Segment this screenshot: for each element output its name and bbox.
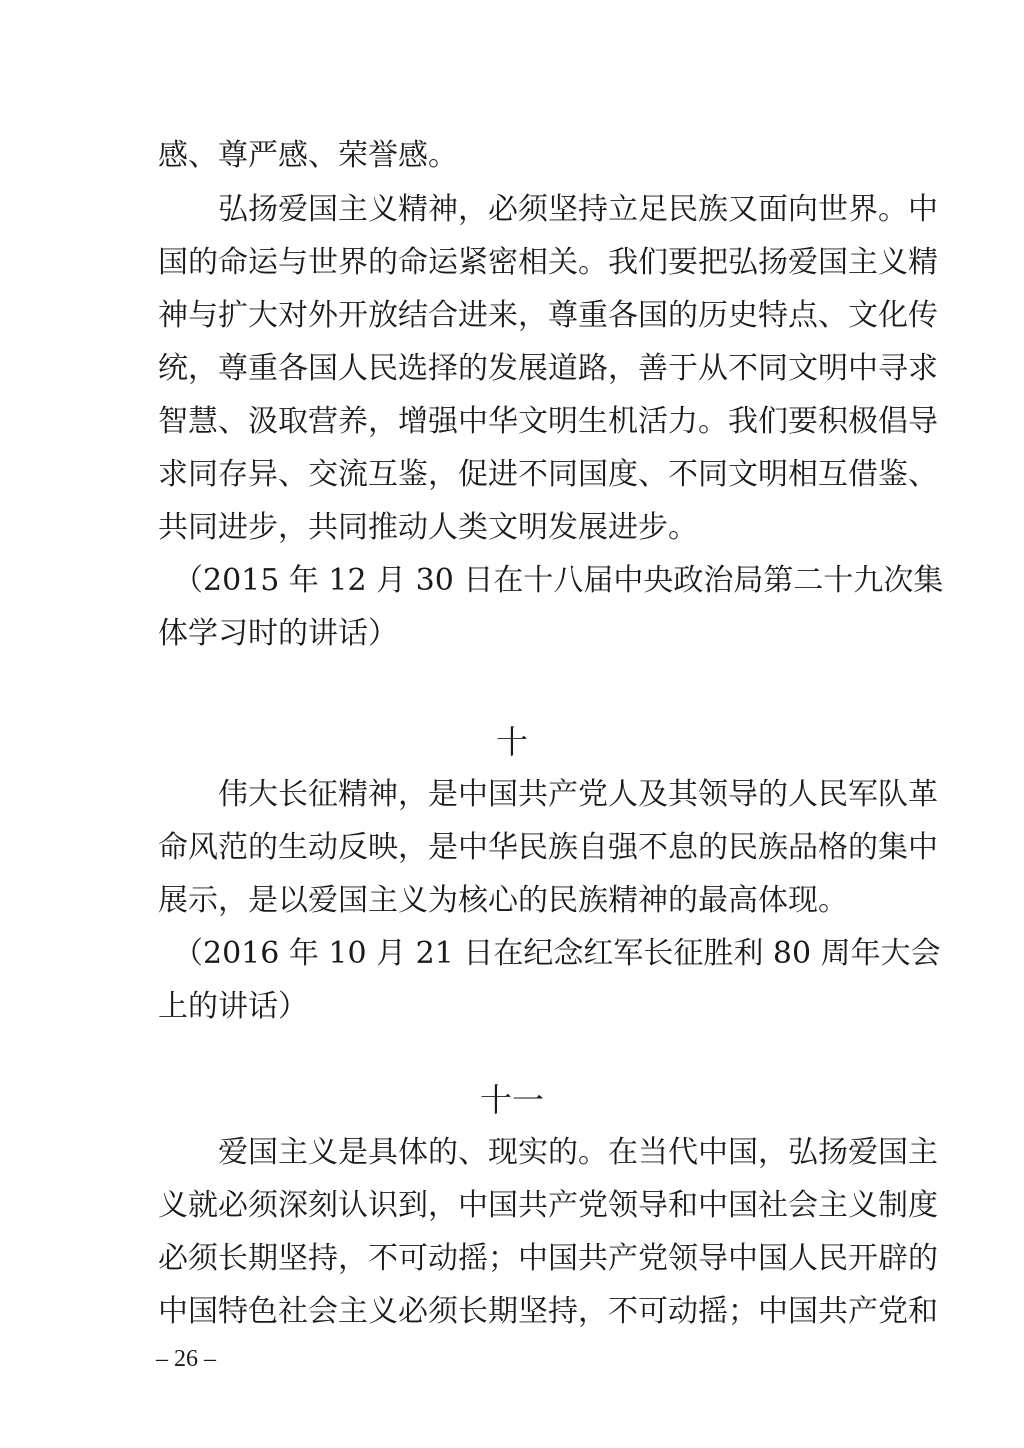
paragraph-line: 求同存异、交流互鉴，促进不同国度、不同文明相互借鉴、	[158, 457, 938, 492]
paragraph-line: 感、尊严感、荣誉感。	[158, 138, 458, 173]
paragraph-line: 必须长期坚持，不可动摇；中国共产党领导中国人民开辟的	[158, 1241, 938, 1276]
paragraph-line: 智慧、汲取营养，增强中华文明生机活力。我们要积极倡导	[158, 404, 938, 439]
page-number: – 26 –	[156, 1346, 216, 1372]
source-citation: 体学习时的讲话）	[158, 616, 398, 651]
source-citation: （2016 年 10 月 21 日在纪念红军长征胜利 80 周年大会	[158, 936, 941, 971]
paragraph-line: 中国特色社会主义必须长期坚持，不可动摇；中国共产党和	[158, 1294, 938, 1329]
source-citation: （2015 年 12 月 30 日在十八届中央政治局第二十九次集	[158, 563, 944, 598]
paragraph-line: 爱国主义是具体的、现实的。在当代中国，弘扬爱国主	[158, 1135, 938, 1170]
paragraph-line: 统，尊重各国人民选择的发展道路，善于从不同文明中寻求	[158, 351, 938, 386]
paragraph-line: 共同进步，共同推动人类文明发展进步。	[158, 510, 698, 545]
paragraph-line: 命风范的生动反映，是中华民族自强不息的民族品格的集中	[158, 830, 938, 865]
section-heading: 十一	[479, 1081, 544, 1119]
section-heading: 十	[495, 723, 528, 761]
paragraph-line: 国的命运与世界的命运紧密相关。我们要把弘扬爱国主义精	[158, 245, 938, 280]
paragraph-line: 伟大长征精神，是中国共产党人及其领导的人民军队革	[158, 777, 938, 812]
paragraph-line: 神与扩大对外开放结合进来，尊重各国的历史特点、文化传	[158, 298, 938, 333]
paragraph-line: 义就必须深刻认识到，中国共产党领导和中国社会主义制度	[158, 1188, 938, 1223]
paragraph-line: 展示，是以爱国主义为核心的民族精神的最高体现。	[158, 883, 848, 918]
paragraph-line: 弘扬爱国主义精神，必须坚持立足民族又面向世界。中	[158, 192, 938, 227]
source-citation: 上的讲话）	[158, 989, 308, 1024]
